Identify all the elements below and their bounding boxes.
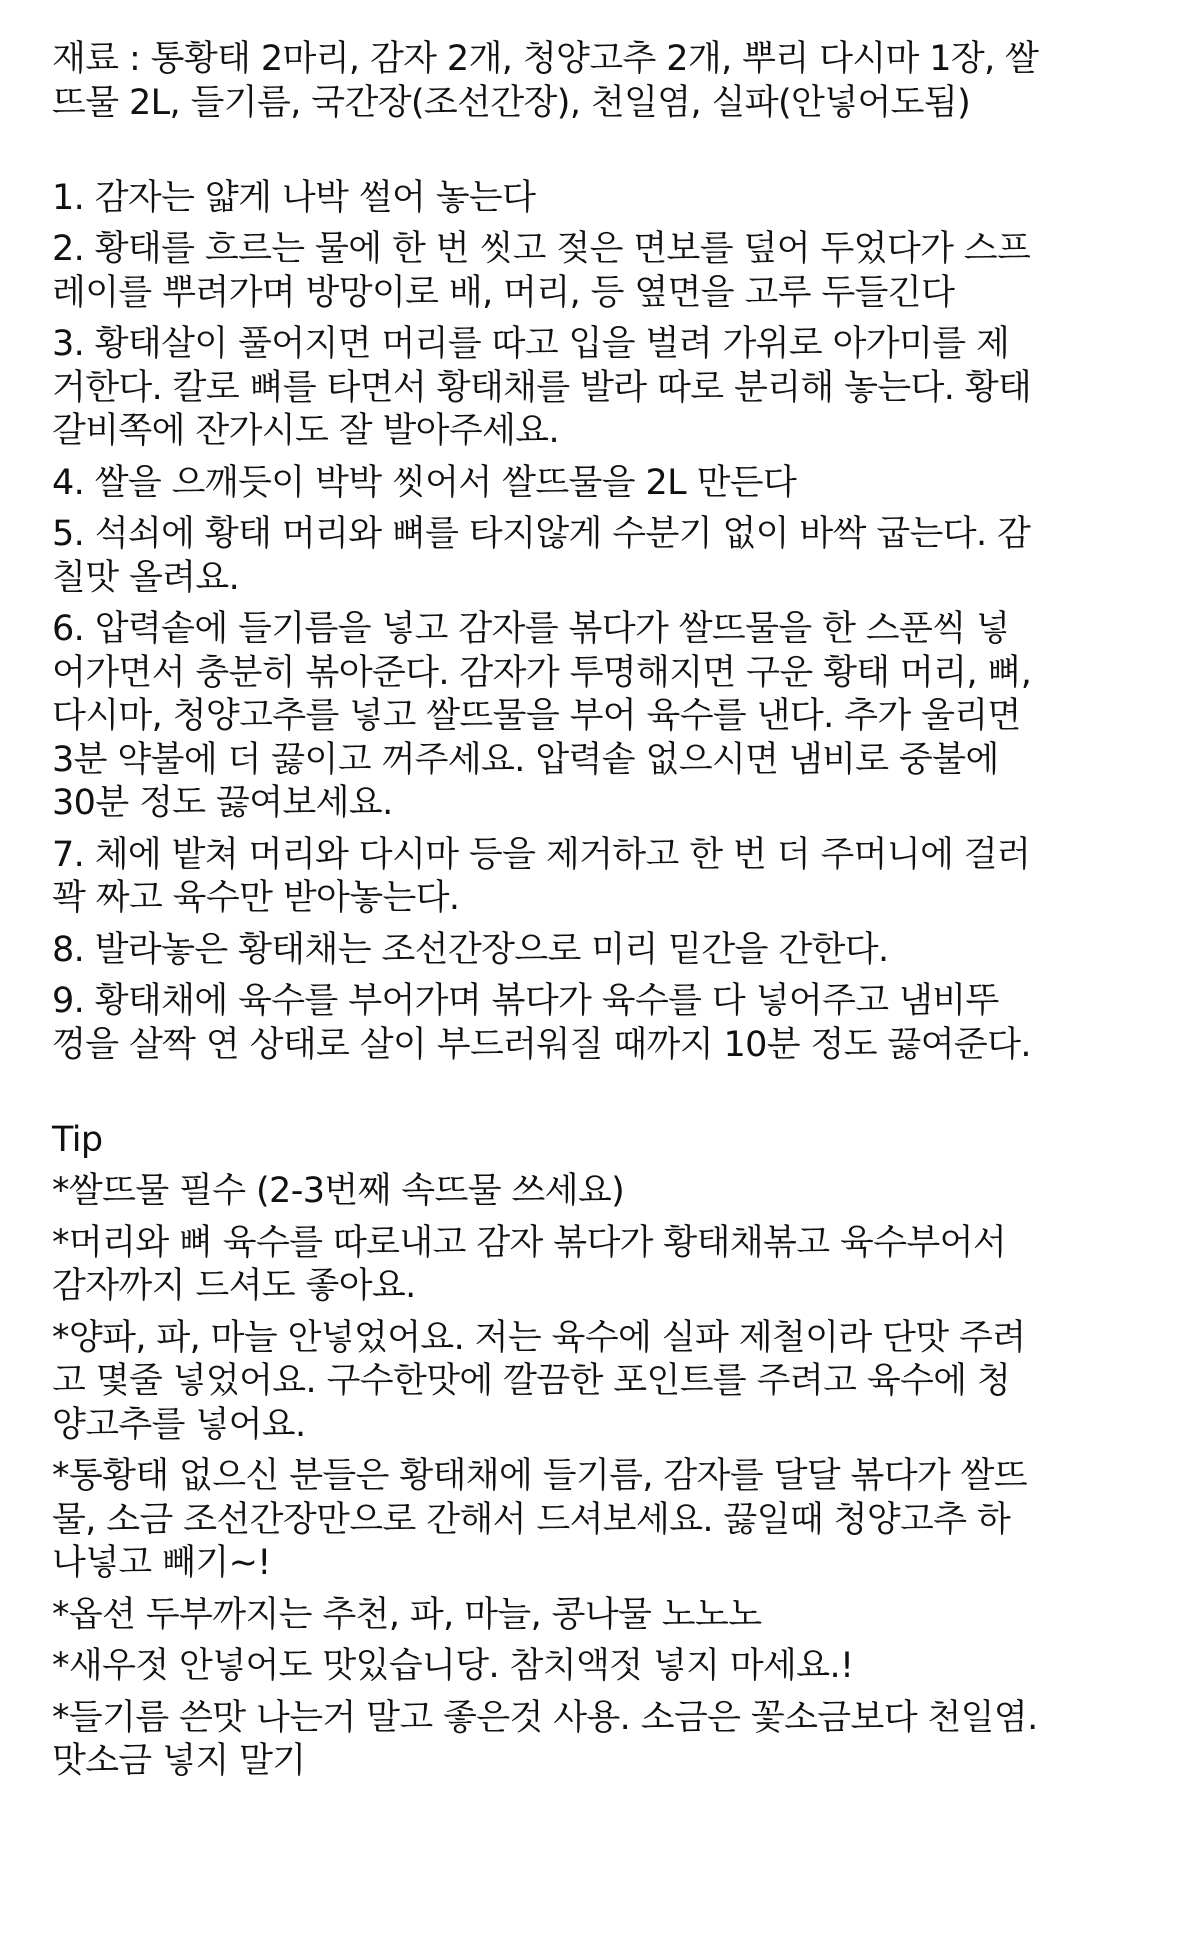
step-line: 2. 황태를 흐르는 물에 한 번 씻고 젖은 면보를 덮어 두었다가 스프 (52, 229, 1031, 269)
tip-line: *머리와 뼈 육수를 따로내고 감자 볶다가 황태채볶고 육수부어서 (52, 1222, 1007, 1263)
step-7 (52, 834, 1142, 921)
step-line: 어가면서 충분히 볶아준다. 감자가 투명해지면 구운 황태 머리, 뼈, (52, 652, 1032, 693)
tip-line: 맛소금 넣지 말기 (52, 1741, 306, 1781)
step-line: 9. 황태채에 육수를 부어가며 볶다가 육수를 다 넣어주고 냄비뚜 (52, 981, 999, 1021)
tip-line: *통황태 없으신 분들은 황태채에 들기름, 감자를 달달 볶다가 쌀뜨 (52, 1456, 1028, 1496)
tip-item (52, 1697, 1142, 1784)
step-1 (52, 177, 1142, 221)
tip-item (52, 1170, 1142, 1214)
step-6 (52, 608, 1142, 826)
tip-line: 나넣고 빼기~! (52, 1543, 271, 1583)
tip-item (52, 1645, 1142, 1689)
step-line: 레이를 뿌려가며 방망이로 배, 머리, 등 옆면을 고루 두들긴다 (52, 272, 955, 313)
tips-heading: Tip (52, 1119, 103, 1160)
blank-line (52, 1075, 1142, 1119)
tip-line: *옵션 두부까지는 추천, 파, 마늘, 콩나물 노노노 (52, 1594, 762, 1635)
step-line: 껑을 살짝 연 상태로 살이 부드러워질 때까지 10분 정도 끓여준다. (52, 1024, 1031, 1065)
step-line: 30분 정도 끓여보세요. (52, 783, 393, 823)
tip-line: *새우젓 안넣어도 맛있습니당. 참치액젓 넣지 마세요.! (52, 1646, 854, 1686)
tip-line: 양고추를 넣어요. (52, 1404, 306, 1445)
step-5 (52, 513, 1142, 600)
ingredients-line: 재료 : 통황태 2마리, 감자 2개, 청양고추 2개, 뿌리 다시마 1장, 쌀 (52, 39, 1039, 79)
tip-line: 물, 소금 조선간장만으로 간해서 드셔보세요. 끓일때 청양고추 하 (52, 1499, 1011, 1540)
tip-line: 고 몇줄 넣었어요. 구수한맛에 깔끔한 포인트를 주려고 육수에 청 (52, 1361, 1011, 1401)
step-2 (52, 228, 1142, 315)
step-line: 8. 발라놓은 황태채는 조선간장으로 미리 밑간을 간한다. (52, 929, 889, 970)
step-3 (52, 323, 1142, 454)
step-line: 칠맛 올려요. (52, 557, 240, 598)
ingredients-paragraph (52, 38, 1142, 125)
tip-line: *들기름 쓴맛 나는거 말고 좋은것 사용. 소금은 꽃소금보다 천일염. (52, 1697, 1038, 1738)
tip-item (52, 1222, 1142, 1309)
step-line: 다시마, 청양고추를 넣고 쌀뜨물을 부어 육수를 낸다. 추가 울리면 (52, 696, 1021, 736)
tip-item (52, 1317, 1142, 1448)
step-line: 3. 황태살이 풀어지면 머리를 따고 입을 벌려 가위로 아가미를 제 (52, 324, 1010, 364)
tip-line: 감자까지 드셔도 좋아요. (52, 1266, 416, 1306)
step-line: 4. 쌀을 으깨듯이 박박 씻어서 쌀뜨물을 2L 만든다 (52, 462, 797, 503)
step-line: 거한다. 칼로 뼈를 타면서 황태채를 발라 따로 분리해 놓는다. 황태 (52, 367, 1032, 408)
tip-item (52, 1455, 1142, 1586)
tip-item (52, 1594, 1142, 1638)
step-line: 7. 체에 밭쳐 머리와 다시마 등을 제거하고 한 번 더 주머니에 걸러 (52, 834, 1031, 875)
step-line: 6. 압력솥에 들기름을 넣고 감자를 볶다가 쌀뜨물을 한 스푼씩 넣 (52, 609, 1010, 649)
step-line: 꽉 짜고 육수만 받아놓는다. (52, 878, 460, 918)
step-4 (52, 462, 1142, 506)
step-line: 1. 감자는 얇게 나박 썰어 놓는다 (52, 177, 536, 218)
tip-line: *쌀뜨물 필수 (2-3번째 속뜨물 쓰세요) (52, 1171, 625, 1211)
ingredients-line: 뜨물 2L, 들기름, 국간장(조선간장), 천일염, 실파(안넣어도됨) (52, 82, 971, 123)
recipe-document (52, 38, 1142, 1792)
step-8 (52, 929, 1142, 973)
step-9 (52, 980, 1142, 1067)
step-line: 3분 약불에 더 끓이고 꺼주세요. 압력솥 없으시면 냄비로 중불에 (52, 739, 999, 780)
tip-line: *양파, 파, 마늘 안넣었어요. 저는 육수에 실파 제철이라 단맛 주려 (52, 1317, 1026, 1358)
step-line: 5. 석쇠에 황태 머리와 뼈를 타지않게 수분기 없이 바싹 굽는다. 감 (52, 514, 1031, 554)
step-line: 갈비쪽에 잔가시도 잘 발아주세요. (52, 411, 560, 451)
blank-line (52, 133, 1142, 177)
